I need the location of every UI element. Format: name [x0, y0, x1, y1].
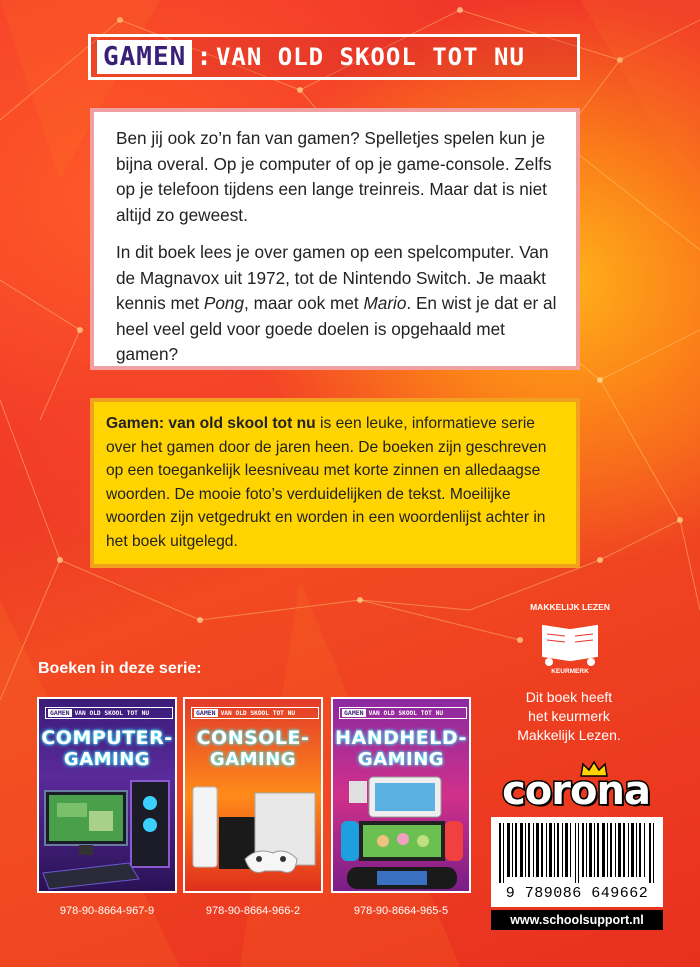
series-description-text: is een leuke, informatieve serie over het gamen door de jaren heen. De boeken zijn geschreven op een toegankelijk leesniveau met korte zinnen en alledaagse woorden. De mooie foto’s verduidelijken de tekst. Moeilijke woorden zijn vetgedrukt en worden in een woordenlijst achter in het boek uitgelegd.	[106, 415, 547, 550]
keurmerk-logo-top-text: MAKKELIJK LEZEN	[530, 602, 610, 612]
isbn-handheld-gaming: 978-90-8664-965-5	[353, 905, 449, 917]
keurmerk-logo-bottom-text: KEURMERK	[551, 668, 589, 675]
keurmerk-line-1: Dit boek heeft	[525, 689, 613, 705]
handheld-consoles-image	[333, 773, 469, 891]
makkelijk-lezen-logo	[525, 602, 615, 680]
book-cover-header-text: VAN OLD SKOOL TOT NU	[220, 709, 296, 717]
gaming-pc-image	[39, 773, 175, 891]
series-name-bold: Gamen: van old skool tot nu	[106, 415, 316, 432]
isbn-console-gaming: 978-90-8664-966-2	[205, 905, 301, 917]
keurmerk-line-3: Makkelijk Lezen.	[517, 727, 621, 743]
book-cover-title-line-1: COMPUTER-	[41, 727, 173, 749]
book-cover-header-chip: GAMEN	[344, 709, 364, 717]
intro-paragraph-2-part-c: . En wist je dat er al heel veel geld voor goede doelen is opgehaald met gamen?	[116, 293, 557, 364]
title-subtitle: VAN OLD SKOOL TOT NU	[215, 43, 525, 71]
book-cover-title-line-2: GAMING	[357, 749, 445, 770]
barcode	[491, 817, 663, 907]
title-colon: :	[196, 42, 212, 72]
book-cover-title-line-1: HANDHELD-	[335, 727, 467, 749]
book-cover-header-text: VAN OLD SKOOL TOT NU	[368, 709, 444, 717]
website-url: www.schoolsupport.nl	[491, 910, 663, 930]
book-cover-header-chip: GAMEN	[196, 709, 216, 717]
series-description-box	[90, 398, 580, 568]
barcode-bars	[499, 823, 655, 883]
game-consoles-image	[185, 773, 321, 891]
title-chip: GAMEN	[97, 40, 192, 74]
barcode-number: 9 789086 649662	[505, 885, 649, 902]
mario-title: Mario	[363, 293, 407, 313]
pong-title: Pong	[203, 293, 245, 313]
book-cover-header	[339, 707, 467, 719]
keurmerk-statement	[494, 688, 644, 745]
intro-paragraph-2	[116, 240, 558, 368]
book-cover-header-text: VAN OLD SKOOL TOT NU	[74, 709, 150, 717]
book-cover-header-chip: GAMEN	[50, 709, 70, 717]
corona-publisher-logo	[487, 768, 665, 814]
book-cover-title-line-2: GAMING	[209, 749, 297, 770]
series-books-heading: Boeken in deze serie:	[38, 660, 202, 677]
keurmerk-line-2: het keurmerk	[528, 708, 610, 724]
intro-text-box	[90, 108, 580, 370]
book-cover-title-line-2: GAMING	[63, 749, 151, 770]
book-cover-title-line-1: CONSOLE-	[196, 727, 310, 749]
intro-paragraph-2-part-a: In dit boek lees je over gamen op een spelcomputer. Van de Magnavox uit 1972, tot de Nintendo Switch. Je maakt kennis met	[116, 242, 549, 313]
series-title-bar	[88, 34, 580, 80]
intro-paragraph-2-part-b: , maar ook met	[244, 293, 364, 313]
isbn-computer-gaming: 978-90-8664-967-9	[59, 905, 155, 917]
corona-logo-text: corona	[502, 768, 650, 814]
book-cover-header	[45, 707, 173, 719]
open-book-icon	[539, 614, 601, 668]
book-cover-handheld-gaming	[331, 697, 471, 893]
book-cover-header	[191, 707, 319, 719]
intro-paragraph-1: Ben jij ook zo’n fan van gamen? Spelletjes spelen kun je bijna overal. Op je computer of op je game-console. Zelfs op je telefoon tijdens een lange treinreis. Maar dat is niet altijd zo geweest.	[116, 128, 552, 225]
book-cover-computer-gaming	[37, 697, 177, 893]
book-cover-console-gaming	[183, 697, 323, 893]
